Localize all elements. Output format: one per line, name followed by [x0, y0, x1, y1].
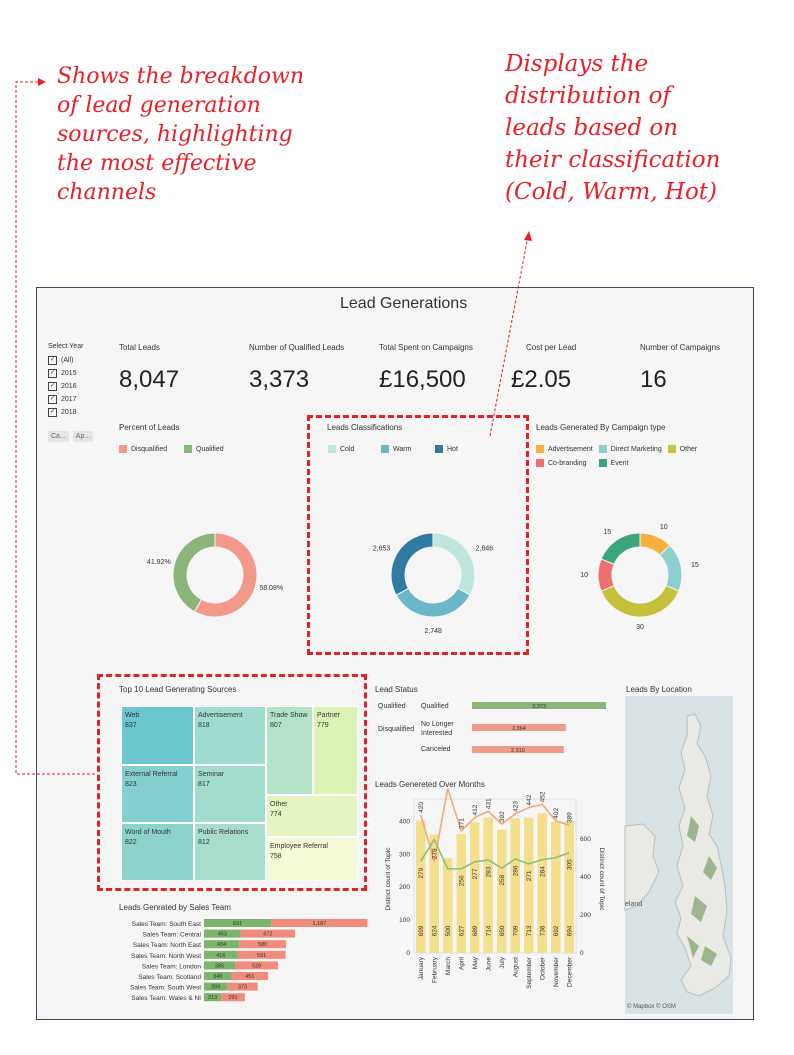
annotation-right-line: their classification [505, 147, 721, 173]
months-line-label: 279 [431, 848, 439, 860]
connector-right [490, 236, 528, 436]
kpi-label: Number of Qualified Leads [249, 343, 345, 352]
annotation-right-line: Displays the [505, 51, 649, 77]
months-bar-label: 699 [417, 925, 425, 937]
checkbox-icon: ✓ [49, 370, 56, 376]
sales-team-tick-label: Sales Team: South West [130, 984, 201, 992]
annotation-left-line: sources, highlighting [57, 122, 293, 147]
treemap-label: Public Relations [198, 829, 249, 836]
connector-right-arrow [524, 231, 532, 241]
sales-team-tick-label: Sales Team: North West [131, 952, 201, 960]
map-title: Leads By Location [626, 685, 692, 694]
year-option-label: (All) [61, 357, 74, 364]
apply-button[interactable]: Ap... [73, 431, 93, 442]
months-bar-label: 650 [498, 925, 506, 937]
sales-team-data-label: 373 [237, 984, 248, 991]
months-line-label: 277 [471, 868, 479, 880]
sales-team-data-label: 289 [211, 984, 221, 991]
checkbox-icon: ✓ [49, 383, 56, 389]
percent-leads-data-label: 58.08% [259, 585, 284, 593]
months-line-label: 431 [485, 798, 493, 810]
months-bar-label: 624 [431, 925, 439, 937]
months-bar-label: 714 [485, 925, 493, 937]
months-line-label: 412 [471, 804, 479, 816]
campaign-type-data-label: 10 [659, 523, 668, 531]
sales-team-data-label: 1,187 [312, 921, 327, 927]
sales-team-tick-label: Sales Team: London [141, 963, 201, 971]
months-bar-label: 694 [566, 925, 574, 937]
months-x-tick: March [444, 957, 452, 976]
checkbox-icon: ✓ [49, 396, 56, 402]
kpi-value: 3,373 [249, 366, 310, 393]
months-right-tick: 200 [580, 912, 591, 920]
treemap-label: External Referral [125, 771, 178, 778]
months-line-label: 402 [552, 807, 560, 819]
legend-label: Warm [393, 445, 412, 453]
dashboard-title: Lead Generations [340, 295, 468, 312]
percent-leads-title: Percent of Leads [119, 423, 180, 432]
status-row-label: No Longer Interested [421, 721, 454, 737]
treemap-value: 822 [125, 839, 137, 846]
campaign-type-data-label: 15 [691, 561, 699, 569]
sales-team-title: Leads Genrated by Sales Team [119, 903, 231, 912]
lead-status-data-label: 2,364 [512, 726, 526, 732]
sales-team-data-label: 385 [214, 963, 225, 970]
map-credit: © Mapbox © OSM [627, 1004, 676, 1010]
legend-label: Event [610, 459, 629, 467]
months-line-label: 392 [498, 811, 506, 823]
months-ylabel-right: Distinct count of Topic [598, 847, 605, 911]
months-x-tick: June [485, 957, 493, 972]
classifications-data-label: 2,646 [475, 545, 494, 553]
treemap-label: Trade Show [270, 712, 308, 719]
treemap-label: Employee Referral [270, 843, 328, 850]
disqualified-group-label: Disqualified [378, 726, 415, 733]
classifications-data-label: 2,653 [372, 545, 391, 553]
treemap-label: Word of Mouth [125, 829, 171, 836]
legend-label: Other [679, 445, 698, 453]
kpi-value: 16 [640, 366, 667, 393]
treemap-value: 807 [270, 722, 282, 729]
sales-team-tick-label: Sales Team: Scotland [138, 974, 201, 981]
legend-label: Cold [340, 445, 355, 453]
months-left-tick: 200 [399, 884, 410, 892]
months-right-tick: 600 [580, 836, 591, 844]
sales-team-data-label: 672 [263, 931, 273, 938]
months-x-tick: September [525, 957, 533, 989]
months-line-label: 389 [566, 812, 574, 824]
kpi-label: Total Leads [119, 343, 160, 352]
cancel-button[interactable]: Ca... [48, 431, 69, 442]
months-x-tick: April [458, 957, 466, 971]
legend-label: Qualified [196, 445, 224, 453]
treemap-label: Other [270, 801, 288, 808]
treemap-value: 817 [198, 781, 210, 788]
kpi-label: Cost per Lead [526, 343, 577, 352]
treemap-value: 823 [125, 781, 137, 788]
kpi-value: 8,047 [119, 366, 180, 393]
months-left-tick: 100 [399, 917, 410, 925]
sales-team-data-label: 434 [216, 942, 227, 949]
qualified-group-label: Qualified [378, 703, 406, 710]
legend-label: Advertisement [548, 445, 593, 453]
months-bar-label: 709 [512, 925, 520, 937]
legend-label: Hot [447, 445, 458, 453]
months-x-tick: February [431, 957, 439, 984]
annotation-right-line: leads based on [505, 115, 679, 141]
treemap-value: 774 [270, 811, 282, 818]
months-bar-label: 736 [539, 925, 547, 937]
months-line-label: 271 [525, 870, 533, 882]
annotation-right-line: (Cold, Warm, Hot) [505, 179, 718, 205]
months-x-tick: October [539, 957, 547, 981]
treemap-value: 818 [198, 722, 210, 729]
months-bar-label: 689 [471, 925, 479, 937]
annotation-right-line: distribution of [505, 83, 671, 109]
months-line-label: 286 [512, 865, 520, 877]
months-line-label: 420 [417, 802, 425, 813]
lead-status-data-label: 2,310 [511, 748, 525, 754]
months-left-tick: 400 [399, 818, 410, 826]
sales-team-data-label: 529 [252, 963, 262, 970]
months-ylabel: Distinct count of Topic [385, 847, 392, 911]
sales-team-data-label: 340 [213, 974, 223, 980]
annotation-left-line: of lead generation [57, 93, 261, 118]
months-bar-label: 627 [458, 925, 466, 937]
treemap-value: 837 [125, 722, 137, 729]
lead-status-title: Lead Status [375, 685, 418, 694]
months-line-label: 256 [458, 875, 466, 887]
sales-team-tick-label: Sales Team: South East [131, 921, 201, 928]
months-x-tick: December [566, 957, 574, 987]
months-left-tick: 300 [399, 851, 410, 859]
lead-status-data-label: 3,373 [532, 704, 546, 710]
sales-team-data-label: 591 [257, 952, 267, 959]
sales-team-data-label: 416 [216, 952, 226, 959]
months-bar-label: 713 [525, 925, 533, 937]
checkbox-icon: ✓ [49, 409, 56, 415]
months-line-label: 442 [525, 794, 533, 806]
campaign-type-data-label: 15 [603, 528, 612, 536]
year-option-label: 2017 [61, 396, 77, 403]
months-x-tick: July [498, 957, 506, 969]
months-line-label: 279 [417, 867, 425, 879]
months-left-tick: 0 [406, 950, 410, 957]
sales-team-data-label: 451 [245, 974, 255, 980]
months-line-label: 452 [539, 791, 547, 803]
sales-team-data-label: 831 [233, 921, 243, 927]
year-filter-label: Select Year [48, 343, 84, 350]
months-x-tick: May [471, 957, 479, 970]
year-option-label: 2016 [61, 383, 77, 390]
connector-left [16, 82, 95, 774]
months-right-tick: 0 [580, 950, 584, 957]
classifications-title: Leads Classifications [327, 423, 403, 432]
months-line-label: 284 [539, 866, 547, 878]
status-row-label: Canceled [421, 746, 451, 753]
annotation-left-line: the most effective [57, 151, 257, 176]
percent-leads-data-label: 41.92% [146, 558, 171, 566]
months-title: Leads Genereted Over Months [375, 780, 485, 789]
months-x-tick: August [512, 957, 520, 978]
treemap-label: Web [125, 712, 140, 719]
legend-label: Direct Marketing [610, 445, 662, 453]
kpi-label: Total Spent on Campaigns [379, 343, 473, 352]
months-line-label: 305 [566, 859, 574, 871]
months-right-tick: 400 [580, 874, 591, 882]
annotation-left-line: channels [57, 180, 157, 205]
classifications-data-label: 2,748 [424, 627, 442, 635]
top-sources-title: Top 10 Lead Generating Sources [119, 685, 237, 694]
kpi-label: Number of Campaigns [640, 343, 721, 352]
months-line-label: 258 [498, 874, 506, 886]
campaign-type-data-label: 10 [580, 572, 588, 579]
treemap-label: Seminar [198, 771, 225, 778]
months-line-label: 371 [458, 818, 466, 829]
year-option-label: 2015 [61, 370, 77, 377]
status-row-label: Qualified [421, 703, 449, 710]
months-line-label: 283 [485, 866, 493, 878]
treemap-value: 779 [317, 722, 329, 729]
sales-team-data-label: 580 [258, 942, 268, 949]
legend-label: Co-branding [548, 459, 587, 467]
legend-label: Disqualified [131, 445, 168, 453]
treemap-label: Advertisement [198, 712, 243, 719]
sales-team-tick-label: Sales Team: Wales & NI [131, 995, 201, 1003]
sales-team-data-label: 453 [217, 931, 227, 938]
year-option-label: 2018 [61, 409, 77, 416]
campaign-type-data-label: 30 [636, 624, 644, 631]
treemap-label: Partner [317, 712, 340, 719]
checkbox-icon: ✓ [49, 357, 56, 363]
sales-team-data-label: 291 [228, 995, 238, 1002]
months-bar-label: 692 [552, 925, 560, 937]
map-land-label: eland [625, 901, 643, 908]
treemap-value: 812 [198, 839, 210, 846]
treemap-value: 758 [270, 853, 282, 860]
kpi-value: £2.05 [511, 366, 572, 393]
sales-team-tick-label: Sales Team: North East [132, 942, 201, 950]
sales-team-tick-label: Sales Team: Central [142, 931, 201, 939]
months-line-label: 423 [512, 801, 520, 812]
sales-team-data-label: 213 [208, 995, 218, 1002]
months-bar-label: 500 [444, 925, 452, 937]
connector-left-arrow [38, 78, 46, 86]
kpi-value: £16,500 [379, 366, 466, 393]
months-x-tick: November [552, 957, 560, 987]
annotation-left-line: Shows the breakdown [57, 64, 305, 89]
campaign-type-title: Leads Generated By Campaign type [536, 423, 666, 432]
months-x-tick: January [417, 957, 425, 981]
